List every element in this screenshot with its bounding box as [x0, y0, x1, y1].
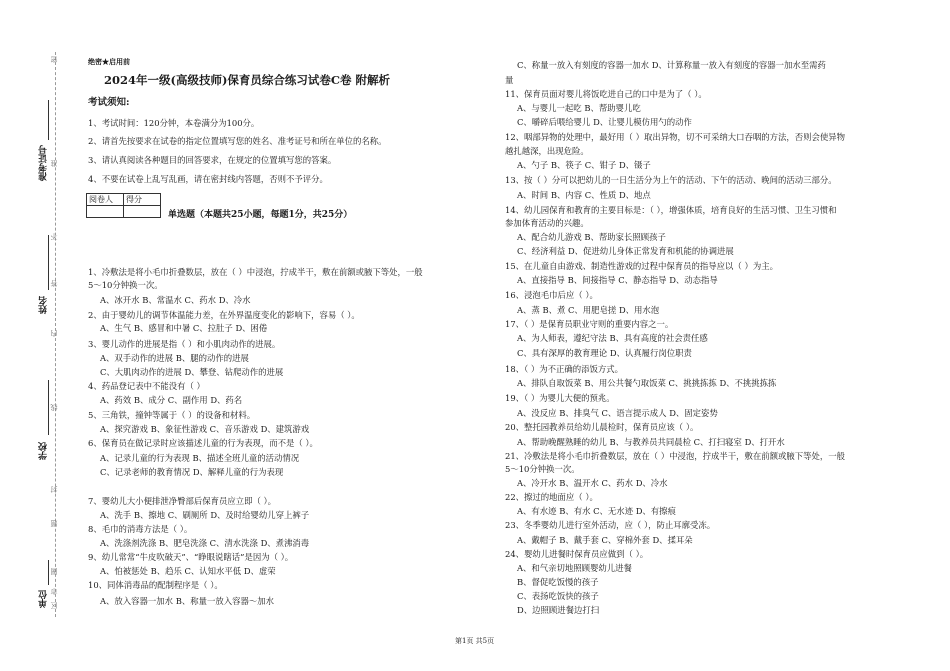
exam-no-underline [48, 100, 49, 140]
right-question-line: 24、婴幼儿进餐时保育员应做到（ ）。 [505, 549, 649, 559]
left-question-line: A、怕被惩处 B、趋乐 C、认知水平低 D、虚荣 [100, 566, 276, 576]
right-question-line: 17、（ ）是保育员职业守则的重要内容之一。 [505, 319, 674, 329]
section-title: 单选题（本题共25小题，每题1分，共25分） [168, 210, 353, 220]
notice-title: 考试须知: [88, 97, 130, 108]
binding-unit-label: 单位 [39, 590, 49, 608]
binding-mark-mi: 密 [50, 56, 58, 63]
binding-mark-qu: 区 [50, 602, 58, 609]
right-question-line: C、嚼碎后喂给婴儿 D、让婴儿模仿用勺的动作 [517, 117, 692, 127]
grader-cell: 阅卷人 [87, 194, 124, 206]
left-question-line: 3、婴儿动作的进展是指（ ）和小肌肉动作的进展。 [88, 339, 281, 349]
right-question-line: C、表扬吃饭快的孩子 [517, 591, 599, 601]
right-question-line: 16、浸泡毛巾后应（ ）。 [505, 290, 598, 300]
right-question-line: A、戴帽子 B、戴手套 C、穿棉外套 D、揉耳朵 [517, 535, 693, 545]
right-question-line: C、称量一放入有刻度的容器一加水 D、计算称量一放入有刻度的容器一加水至需药 [517, 60, 826, 70]
right-question-line: 13、按（ ）分可以把幼儿的一日生活分为上午的活动、下午的活动、晚间的活动三部分。 [505, 175, 837, 185]
left-question-line: A、探究游戏 B、象征性游戏 C、音乐游戏 D、建筑游戏 [100, 424, 310, 434]
right-question-line: A、勺子 B、筷子 C、钳子 D、镊子 [517, 160, 651, 170]
left-question-line: 2、由于婴幼儿的调节体温能力差，在外界温度变化的影响下，容易（ ）。 [88, 310, 360, 320]
binding-mark-da: 答 [50, 280, 58, 287]
left-question-line: 6、保育员在做记录时应该描述儿童的行为表现，而不是（ ）。 [88, 438, 318, 448]
binding-mark-bu: 不 [50, 233, 58, 240]
left-question-line: A、放入容器一加水 B、称量一放入容器～加水 [100, 596, 274, 606]
right-question-line: A、帮助晚醒熟睡的幼儿 B、与教养员共同晨检 C、打扫寝室 D、打开水 [517, 437, 785, 447]
right-question-line: 参加体育活动的兴趣。 [505, 218, 589, 228]
right-question-line: 14、幼儿园保育和教育的主要目标是：（ ），增强体质，培育良好的生活习惯、卫生习惯和 [505, 205, 837, 215]
right-question-line: A、直接指导 B、间接指导 C、静态指导 D、动态指导 [517, 275, 718, 285]
right-question-line: 20、整托园教养员给幼儿晨检时，保育员应该（ ）。 [505, 422, 699, 432]
right-question-line: C、经济利益 D、促进幼儿身体正常发育和机能的协调进展 [517, 246, 734, 256]
right-question-line: C、具有深厚的教育理论 D、认真履行岗位职责 [517, 348, 692, 358]
notice-2: 2、请首先按要求在试卷的指定位置填写您的姓名、准考证号和所在单位的名称。 [88, 136, 387, 146]
left-question-line: 10、同体消毒品的配制程序是（ ）。 [88, 580, 223, 590]
right-question-line: 18、（ ）为不正确的添饭方式。 [505, 364, 623, 374]
right-question-line: A、和气亲切地照顾婴幼儿进餐 [517, 563, 632, 573]
binding-mark-xian: 线 [50, 404, 58, 411]
score-input-cell[interactable] [124, 206, 161, 218]
left-question-line: A、双手动作的进展 B、腿的动作的进展 [100, 353, 249, 363]
score-table [86, 193, 161, 218]
binding-exam-no-label: 准考证号 [39, 145, 49, 181]
right-question-line: 5～10分钟换一次。 [505, 464, 580, 474]
right-question-line: A、蒸 B、煮 C、用肥皂搓 D、用水泡 [517, 305, 660, 315]
page-title: 2024年一级(高级技师)保育员综合练习试卷C卷 附解析 [104, 73, 391, 87]
right-question-line: 19、（ ）为婴儿大便的预兆。 [505, 393, 615, 403]
binding-mark-quan: 圈 [50, 568, 58, 575]
right-question-line: 量 [505, 75, 514, 85]
binding-school-label: 学校 [39, 442, 49, 460]
notice-3: 3、请认真阅读各种题目的回答要求，在规定的位置填写您的答案。 [88, 155, 337, 165]
left-question-line: C、记录老师的教育情况 D、解释儿童的行为表现 [100, 467, 284, 477]
left-question-line: A、洗手 B、擦地 C、刷厕所 D、及时给婴幼儿穿上裤子 [100, 510, 310, 520]
left-question-line: C、大肌肉动作的进展 D、攀登、钻爬动作的进展 [100, 367, 284, 377]
binding-mark-nei: 内 [50, 330, 58, 337]
right-question-line: 越扎越深，出现危险。 [505, 146, 589, 156]
left-question-line: A、生气 B、感冒和中暑 C、拉肚子 D、困倦 [100, 323, 268, 333]
right-question-line: 15、在儿童自由游戏、制造性游戏的过程中保育员的指导应以（ ）为主。 [505, 261, 778, 271]
page-footer: 第1页 共5页 [455, 637, 495, 645]
right-question-line: 11、保育员面对婴儿将饭吃进自己的口中是为了（ ）。 [505, 89, 707, 99]
right-question-line: B、督促吃饭慢的孩子 [517, 577, 599, 587]
left-question-line: 9、幼儿常常“牛皮吹破天”、“睁眼说瞎话”是因为（ ）。 [88, 552, 294, 562]
left-question-line: 5、三角铁，撞钟等属于（ ）的设备和材料。 [88, 410, 256, 420]
right-question-line: A、没反应 B、排臭气 C、语言提示成人 D、固定姿势 [517, 408, 718, 418]
right-question-line: 21、冷敷法是将小毛巾折叠数层，放在（ ）中浸泡，拧成半干，敷在前额或腋下等处，一般 [505, 451, 845, 461]
notice-1: 1、考试时间：120分钟，本卷满分为100分。 [88, 118, 260, 128]
binding-mark-ti: 题 [50, 520, 58, 527]
secret-label: 绝密★启用前 [88, 57, 130, 66]
left-question-line: A、药效 B、成分 C、副作用 D、药名 [100, 395, 243, 405]
grader-input-cell[interactable] [87, 206, 124, 218]
notice-4: 4、不要在试卷上乱写乱画，请在密封线内答题，否则不予评分。 [88, 174, 328, 184]
left-question-line: 1、冷敷法是将小毛巾折叠数层，放在（ ）中浸泡，拧成半干，敷在前额或腋下等处，一般 [88, 267, 423, 277]
right-question-line: 12、咽部异物的处理中，最好用（ ）取出异物，切不可采纳大口吞咽的方法，否则会使异物 [505, 132, 845, 142]
binding-mark-zhun: 准 [50, 160, 58, 167]
binding-name-label: 姓名 [39, 296, 49, 314]
left-question-line: 4、药品登记表中不能没有（ ） [88, 381, 205, 391]
right-question-line: A、排队自取饭菜 B、用公共餐勺取饭菜 C、挑挑拣拣 D、不挑挑拣拣 [517, 378, 777, 388]
left-question-line: 7、婴幼儿大小便排泄净臀部后保育员应立即（ ）。 [88, 496, 277, 506]
left-question-line: A、洗涤剂洗涤 B、肥皂洗涤 C、清水洗涤 D、煮沸消毒 [100, 538, 310, 548]
right-question-line: A、与婴儿一起吃 B、帮助婴儿吃 [517, 103, 641, 113]
right-question-line: 22、擦过的地面应（ ）。 [505, 492, 598, 502]
right-question-line: 23、冬季婴幼儿进行室外活动，应（ ），防止耳廓受冻。 [505, 520, 716, 530]
left-question-line: A、记录儿童的行为表现 B、描述全班儿童的活动情况 [100, 453, 300, 463]
left-question-line: 8、毛巾的消毒方法是（ ）。 [88, 524, 193, 534]
right-question-line: A、有水迹 B、有水 C、无水迹 D、有擦痕 [517, 506, 676, 516]
score-cell: 得分 [124, 194, 161, 206]
binding-mark-feng: 封 [50, 486, 58, 493]
right-question-line: A、时间 B、内容 C、性质 D、地点 [517, 190, 651, 200]
binding-mark-shi: 市 [50, 588, 58, 595]
left-question-line: A、冰开水 B、常温水 C、药水 D、冷水 [100, 295, 251, 305]
left-question-line: 5～10分钟换一次。 [88, 280, 163, 290]
right-question-line: A、配合幼儿游戏 B、帮助家长照顾孩子 [517, 232, 666, 242]
right-question-line: A、冷开水 B、温开水 C、药水 D、冷水 [517, 478, 668, 488]
right-question-line: D、边照顾进餐边打扫 [517, 605, 600, 615]
right-question-line: A、为人师表，遵纪守法 B、具有高度的社会责任感 [517, 333, 708, 343]
